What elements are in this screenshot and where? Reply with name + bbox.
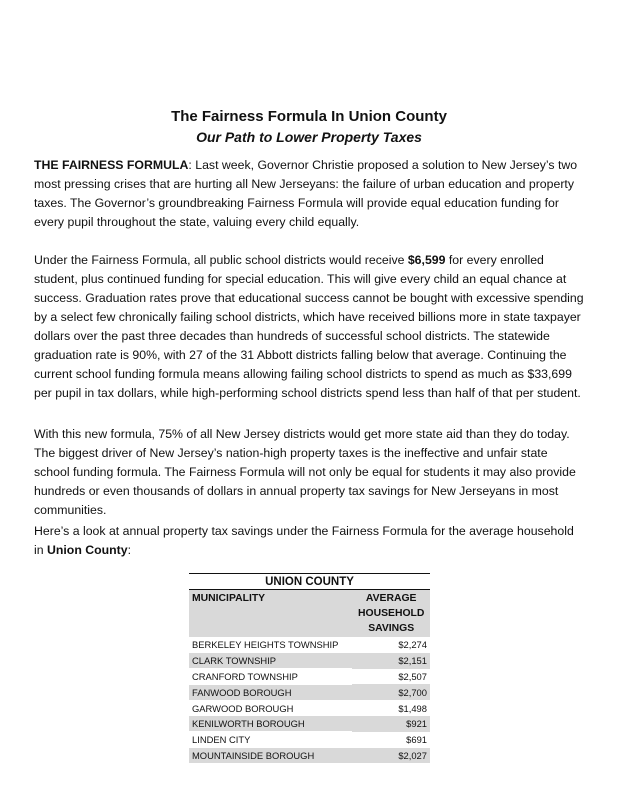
- row-municipality: CRANFORD TOWNSHIP: [189, 669, 352, 685]
- paragraph-savings-intro: [34, 522, 586, 560]
- savings-table: [189, 573, 430, 763]
- row-municipality: BERKELEY HEIGHTS TOWNSHIP: [189, 637, 352, 653]
- header-savings: [352, 590, 430, 638]
- row-municipality: FANWOOD BOROUGH: [189, 684, 352, 700]
- funding-text-before: Under the Fairness Formula, all public school districts would receive: [34, 253, 408, 267]
- savings-intro-after: :: [127, 543, 132, 557]
- funding-amount: $6,599: [407, 253, 446, 267]
- paragraph-intro: [34, 156, 586, 232]
- county-name: Union County: [47, 543, 128, 557]
- row-municipality: MOUNTAINSIDE BOROUGH: [189, 748, 352, 763]
- row-savings: $921: [352, 716, 430, 732]
- row-savings: $2,700: [352, 684, 430, 700]
- row-municipality: CLARK TOWNSHIP: [189, 653, 352, 669]
- page-title: The Fairness Formula In Union County: [171, 108, 447, 125]
- table-row: [189, 653, 430, 669]
- table-row: [189, 684, 430, 700]
- row-savings: $1,498: [398, 702, 427, 714]
- row-savings: $2,274: [398, 639, 427, 651]
- row-municipality: LINDEN CITY: [189, 732, 352, 748]
- header-savings-line1: AVERAGE: [365, 593, 417, 604]
- table-row: [189, 732, 430, 748]
- intro-label: THE FAIRNESS FORMULA: [34, 158, 189, 172]
- row-municipality: GARWOOD BOROUGH: [189, 700, 352, 716]
- table-header-row: [189, 590, 430, 638]
- row-savings: $2,151: [352, 653, 430, 669]
- funding-text-after: for every enrolled student, plus continued funding for special education. This will give every child an equal chance at success. Graduation rates prove that educational success cannot be bought with excessive spending by a select few chronically failing school districts, which have received billions more in state taxpayer dollars over the past three decades than hundreds of successful school districts. The statewide graduation rate is 90%, with 27 of the 31 Abbott districts falling below that average. Continuing the current school funding formula means allowing failing school districts to spend as much as $33,699 per pupil in tax dollars, while high-performing school districts spend less than half of that per student.: [34, 253, 584, 400]
- table-row: [189, 700, 430, 716]
- table-caption-row: [189, 574, 430, 590]
- intro-text: : Last week, Governor Christie proposed a solution to New Jersey’s two most pressing crises that are hurting all New Jerseyans: the failure of urban education and property taxes. The Governor’s groundbreaking Fairness Formula will provide equal education funding for every pupil throughout the state, valuing every child equally.: [34, 158, 578, 229]
- savings-intro-before: Here’s a look at annual property tax savings under the Fairness Formula for the average household in: [34, 524, 574, 557]
- row-savings: $2,507: [398, 670, 427, 682]
- row-municipality: KENILWORTH BOROUGH: [189, 716, 352, 732]
- row-savings: $2,027: [352, 748, 430, 763]
- paragraph-funding: [34, 251, 586, 403]
- header-savings-line2: HOUSEHOLD: [358, 608, 425, 619]
- paragraph-formula: With this new formula, 75% of all New Jersey districts would get more state aid than they do today. The biggest driver of New Jersey’s nation-high property taxes is the ineffective and unfair state school funding formula. The Fairness Formula will not only be equal for students it may also provide hundreds or even thousands of dollars in annual property tax savings for New Jerseyans in most communities.: [34, 427, 576, 517]
- row-savings: $691: [406, 734, 427, 746]
- table-row: [189, 716, 430, 732]
- table-row: [189, 748, 430, 763]
- table-row: [189, 669, 430, 685]
- header-municipality: MUNICIPALITY: [189, 590, 352, 638]
- page-subtitle: Our Path to Lower Property Taxes: [196, 129, 422, 145]
- header-savings-line3: SAVINGS: [368, 623, 415, 634]
- table-caption: UNION COUNTY: [189, 574, 430, 590]
- table-row: [189, 637, 430, 653]
